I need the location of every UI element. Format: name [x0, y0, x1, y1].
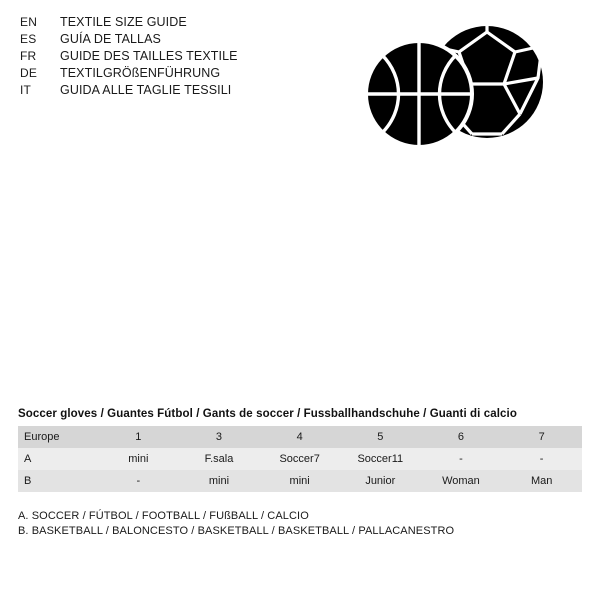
size-table: [18, 426, 582, 492]
table-row: [18, 470, 582, 492]
legend-row: [20, 31, 350, 48]
basketball-icon: [366, 41, 472, 147]
table-row: [18, 448, 582, 470]
table-cell: mini: [179, 470, 260, 492]
table-cell: -: [501, 448, 582, 470]
table-header-row: [18, 426, 582, 448]
table-header-cell: Europe: [18, 426, 98, 448]
table-row-label: A: [18, 448, 98, 470]
legend-row: [20, 14, 350, 31]
table-cell: mini: [98, 448, 179, 470]
table-row-label: B: [18, 470, 98, 492]
table-cell: Soccer7: [259, 448, 340, 470]
table-header-cell: 6: [421, 426, 502, 448]
size-table-section: [18, 408, 582, 492]
table-header-cell: 7: [501, 426, 582, 448]
language-legend: [20, 14, 350, 99]
table-cell: Man: [501, 470, 582, 492]
legend-row: [20, 48, 350, 65]
table-cell: Junior: [340, 470, 421, 492]
size-table-title: Soccer gloves / Guantes Fútbol / Gants de soccer / Fussballhandschuhe / Guanti di calcio: [18, 408, 517, 420]
table-header-cell: 4: [259, 426, 340, 448]
legend-language-text: GUIDA ALLE TAGLIE TESSILI: [60, 83, 232, 97]
legend-language-text: TEXTILE SIZE GUIDE: [60, 15, 187, 29]
legend-row: [20, 65, 350, 82]
legend-row: [20, 82, 350, 99]
legend-language-code: FR: [20, 49, 37, 63]
legend-language-code: ES: [20, 32, 37, 46]
table-cell: mini: [259, 470, 340, 492]
footnote-a: A. SOCCER / FÚTBOL / FOOTBALL / FUßBALL / CALCIO: [18, 510, 309, 522]
ball-illustration-svg: [352, 22, 562, 172]
legend-language-text: GUIDE DES TAILLES TEXTILE: [60, 49, 238, 63]
table-cell: -: [98, 470, 179, 492]
legend-language-code: DE: [20, 66, 38, 80]
legend-language-code: EN: [20, 15, 38, 29]
table-header-cell: 1: [98, 426, 179, 448]
table-cell: Soccer11: [340, 448, 421, 470]
ball-illustration: [352, 22, 562, 172]
table-cell: -: [421, 448, 502, 470]
table-header-cell: 5: [340, 426, 421, 448]
table-header-cell: 3: [179, 426, 260, 448]
table-cell: F.sala: [179, 448, 260, 470]
footnotes: [18, 509, 582, 539]
legend-language-text: TEXTILGRÖßENFÜHRUNG: [60, 66, 221, 80]
legend-language-text: GUÍA DE TALLAS: [60, 32, 161, 46]
footnote-b: B. BASKETBALL / BALONCESTO / BASKETBALL / BASKETBALL / PALLACANESTRO: [18, 525, 455, 537]
legend-language-code: IT: [20, 83, 32, 97]
table-cell: Woman: [421, 470, 502, 492]
